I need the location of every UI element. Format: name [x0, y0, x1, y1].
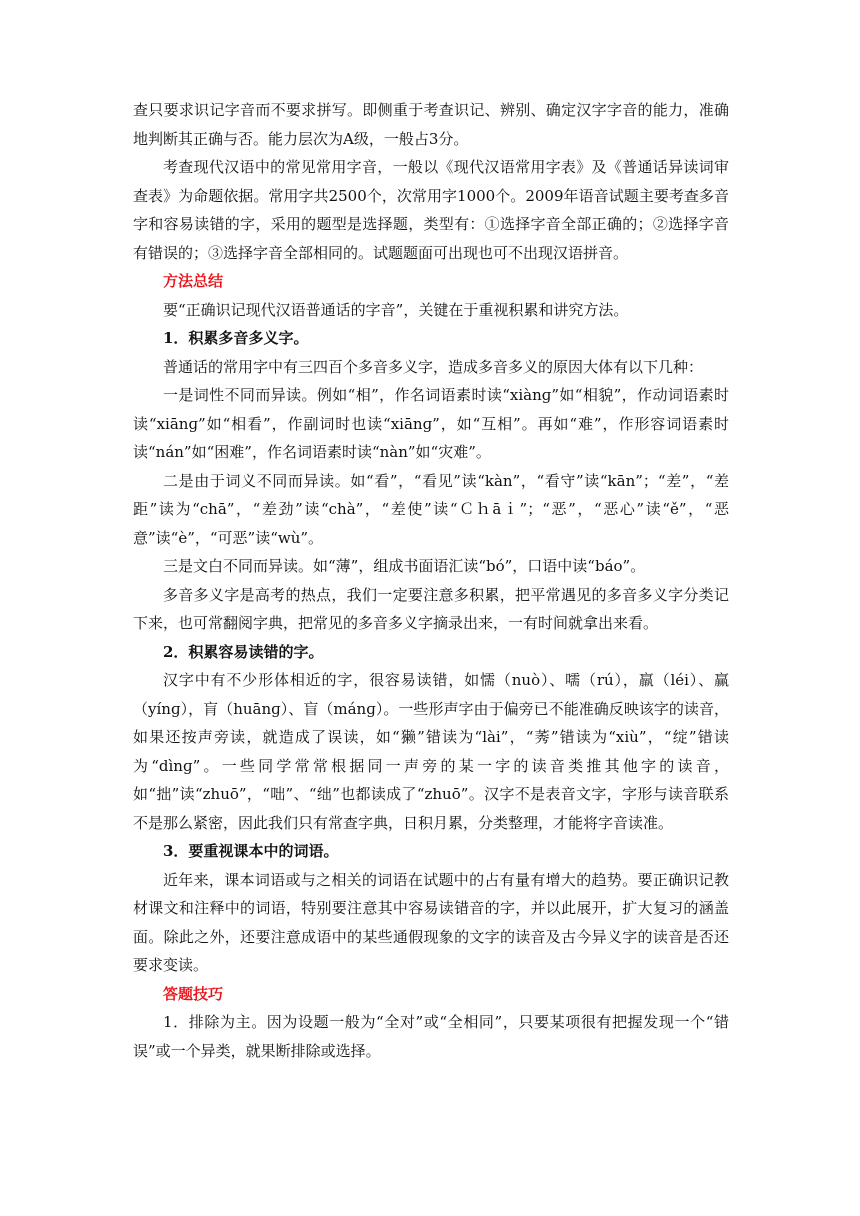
- section-heading-method-summary: 方法总结: [163, 272, 224, 290]
- paragraph-tip-elimination: 1．排除为主。因为设题一般为“全对”或“全相同”，只要某项很有把握发现一个“错误”或一个异类，就果断排除或选择。: [133, 1013, 729, 1060]
- paragraph-exam-basis: 考查现代汉语中的常见常用字音，一般以《现代汉语常用字表》及《普通话异读词审查表》为命题依据。常用字共2500个，次常用字1000个。2009年语音试题主要考查多音字和容易读错的字，采用的题型是选择题，类型有：①选择字音全部正确的；②选择字音有错误的；③选择字音全部相同的。试题题面可出现也可不出现汉语拼音。: [133, 158, 729, 262]
- paragraph-literary-colloquial: 三是文白不同而异读。如“薄”，组成书面语汇读“bó”，口语中读“báo”。: [163, 557, 646, 575]
- paragraph-misread-examples: 汉字中有不少形体相近的字，很容易读错，如懦（nuò）、嚅（rú），羸（léi）、赢（yínɡ），肓（huānɡ）、盲（mánɡ）。一些形声字由于偏旁已不能准确反映该字的读音，如果还按声旁读，就造成了误读，如“獭”错读为“lài”，“莠”错读为“xiù”，“绽”错读为“dìnɡ”。一些同学常常根据同一声旁的某一字的读音类推其他字的读音，如“拙”读“zhuō”，“咄”、“绌”也都读成了“zhuō”。汉字不是表音文字，字形与读音联系不是那么紧密，因此我们只有常查字典，日积月累，分类整理，才能将字音读准。: [133, 671, 729, 832]
- paragraph-intro-continued: 查只要求识记字音而不要求拼写。即侧重于考查识记、辨别、确定汉字字音的能力，准确地判断其正确与否。能力层次为A级，一般占3分。: [133, 101, 729, 148]
- paragraph-meaning-difference: 二是由于词义不同而异读。如“看”，“看见”读“kàn”，“看守”读“kān”；“差”，“差距”读为“chā”，“差劲”读“chà”，“差使”读“Ｃｈāｉ”；“恶”，“恶心”读“ě”，“恶意”读“è”，“可恶”读“wù”。: [133, 471, 729, 547]
- paragraph-polyphonic-intro: 普通话的常用字中有三四百个多音多义字，造成多音多义的原因大体有以下几种：: [163, 357, 704, 376]
- subheading-textbook-words: 3．要重视课本中的词语。: [163, 842, 339, 860]
- paragraph-polyphonic-advice: 多音多义字是高考的热点，我们一定要注意多积累，把平常遇见的多音多义字分类记下来，也可常翻阅字典，把常见的多音多义字摘录出来，一有时间就拿出来看。: [133, 585, 729, 632]
- paragraph-part-of-speech: 一是词性不同而异读。例如“相”，作名词语素时读“xiànɡ”如“相貌”，作动词语素时读“xiānɡ”如“相看”，作副词时也读“xiānɡ”，如“互相”。再如“难”，作形容词语素时读“nán”如“困难”，作名词语素时读“nàn”如“灾难”。: [133, 386, 729, 461]
- paragraph-textbook-words: 近年来，课本词语或与之相关的词语在试题中的占有量有增大的趋势。要正确识记教材课文和注释中的词语，特别要注意其中容易读错音的字，并以此展开，扩大复习的涵盖面。除此之外，还要注意成语中的某些通假现象的文字的读音及古今异义字的读音是否还要求变读。: [133, 870, 729, 974]
- paragraph-method-intro: 要“正确识记现代汉语普通话的字音”，关键在于重视积累和讲究方法。: [163, 300, 629, 319]
- subheading-polyphonic-characters: 1．积累多音多义字。: [163, 329, 309, 347]
- document-page: [133, 96, 729, 1065]
- subheading-misread-characters: 2．积累容易读错的字。: [163, 642, 324, 661]
- section-heading-answer-tips: 答题技巧: [163, 984, 224, 1003]
